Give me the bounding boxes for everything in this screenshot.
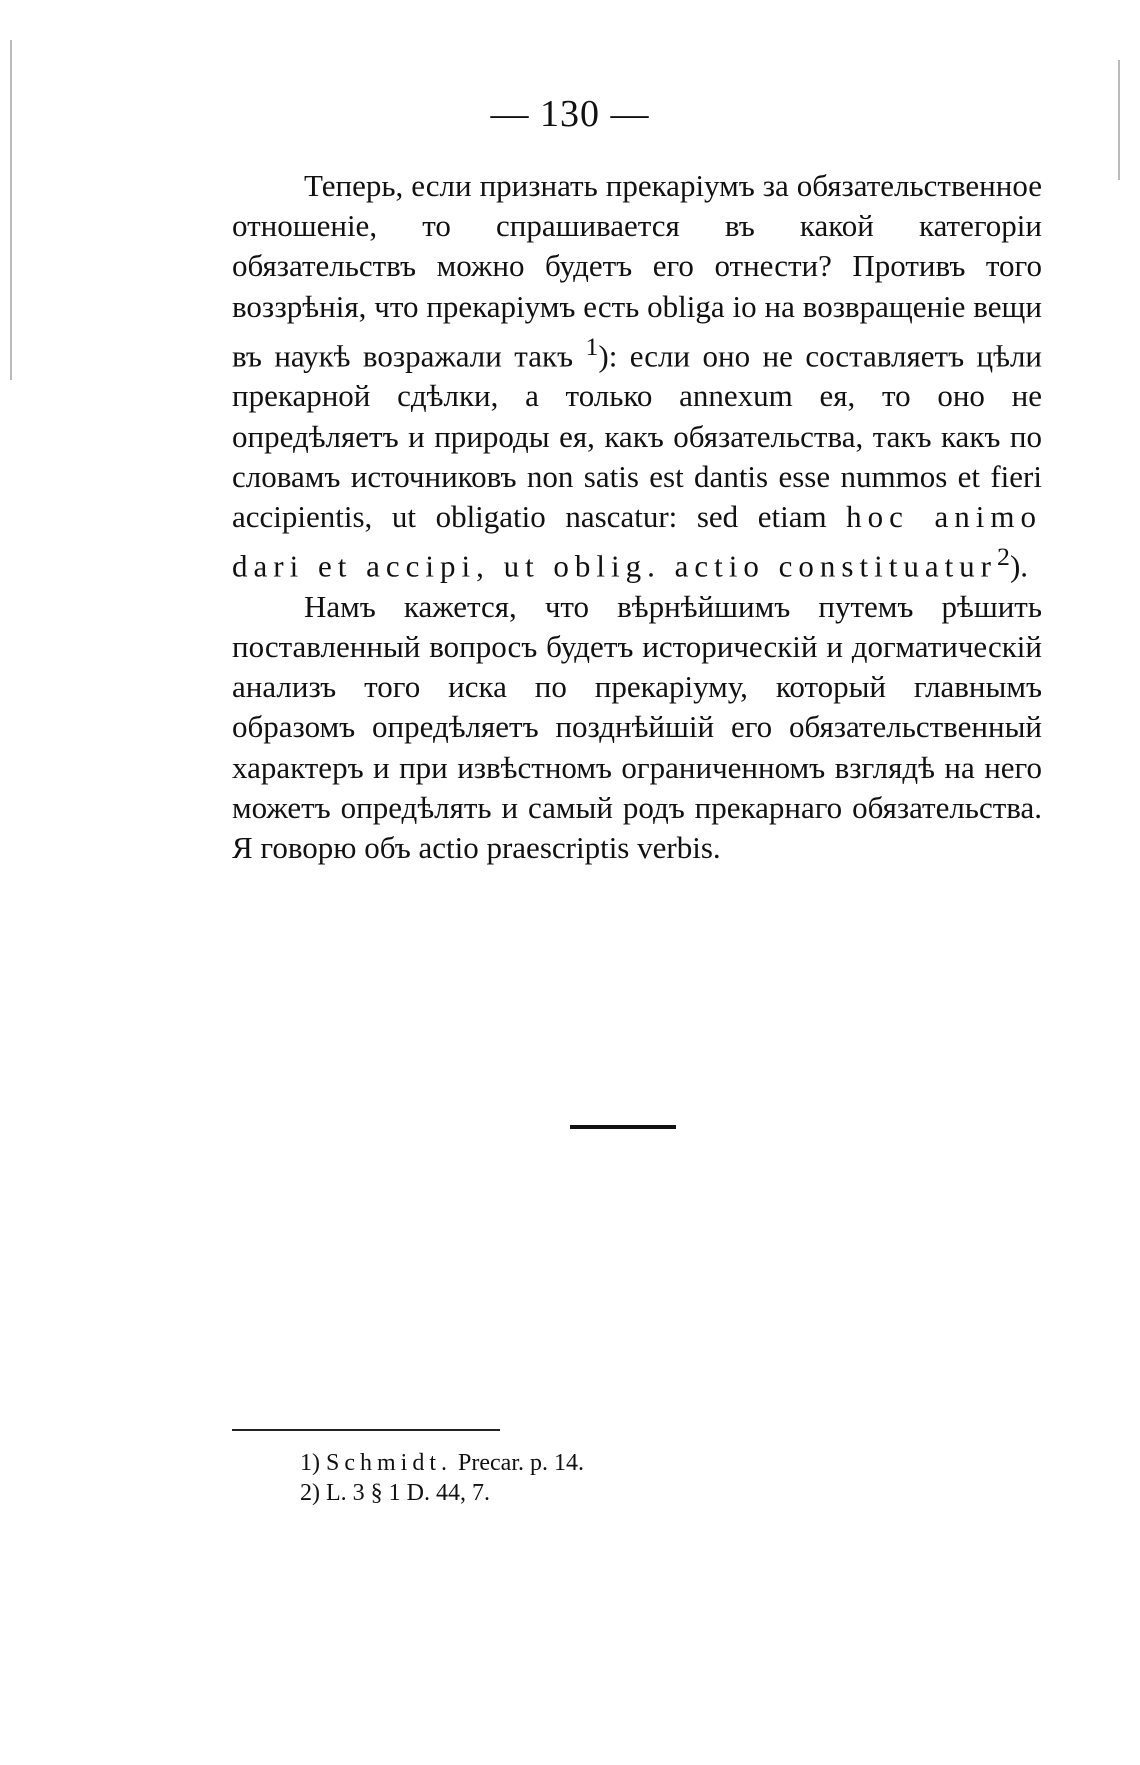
paragraph-1-spaced-quote: hoc animo dari et accipi, ut oblig. actio constituatur (232, 498, 1042, 584)
footnotes (300, 1448, 584, 1508)
paragraph-1-text-a: Теперь, если признать прекаріумъ за обязательственное отношеніе, то спрашивается въ какой категоріи обязательствъ можно будетъ его отнести? Противъ того воззрѣнія, что прекаріумъ есть obliga io на возвращеніе вещи въ наукѣ возражали такъ (232, 168, 1042, 374)
footnote-2-text: L. 3 § 1 D. 44, 7. (326, 1480, 490, 1506)
paragraph-2: Намъ кажется, что вѣрнѣйшимъ путемъ рѣшить поставленный вопросъ будетъ историческій и догматическій анализъ того иска по прекаріуму, который главнымъ образомъ опредѣляетъ позднѣйшій его обязательственный характеръ и при извѣстномъ ограниченномъ взглядѣ на него можетъ опредѣлять и самый родъ прекарнаго обязательства. Я говорю объ actio praescriptis verbis. (232, 588, 1042, 865)
section-end-rule (570, 1125, 676, 1129)
paragraph-1-text-c: ). (1009, 548, 1029, 584)
body-text (232, 166, 1042, 868)
footnote-separator (232, 1429, 500, 1431)
page-number: — 130 — (490, 93, 650, 135)
footnote-2 (300, 1478, 584, 1508)
footnote-1-author: Schmidt. (326, 1450, 453, 1476)
paragraph-1 (232, 166, 1042, 587)
footnote-ref-2: 2 (997, 542, 1010, 572)
scan-edge-left (10, 40, 12, 380)
footnote-1 (300, 1448, 584, 1478)
paragraph-1-text-b: ): если оно не составляетъ цѣли прекарной сдѣлки, а только annexum ея, то оно не опредѣляетъ и природы ея, какъ обязательства, такъ какъ по словамъ источниковъ non satis est dantis esse nummos et fieri accipientis, ut obligatio nascatur: sed etiam (232, 338, 1042, 534)
footnote-1-text: Precar. p. 14. (458, 1450, 584, 1476)
footnote-ref-1: 1 (585, 331, 599, 361)
footnote-2-mark: 2) (300, 1480, 320, 1506)
footnote-1-mark: 1) (300, 1450, 320, 1476)
